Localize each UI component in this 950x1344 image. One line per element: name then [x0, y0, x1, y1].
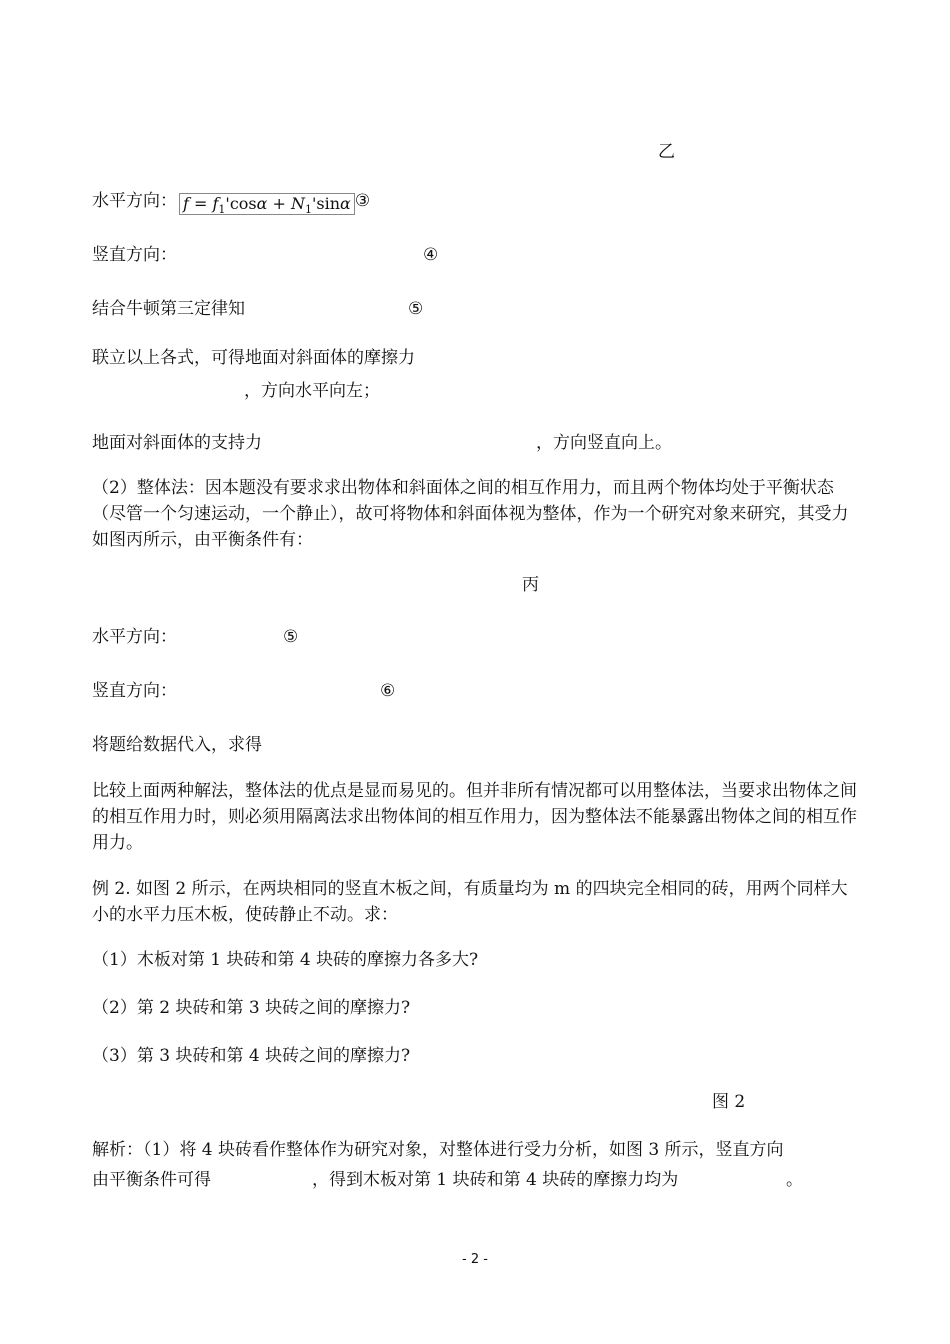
equation-number-4: ④ [423, 245, 439, 265]
horizontal-label: 水平方向： [92, 191, 177, 211]
vertical-label-2: 竖直方向： [92, 681, 177, 701]
horizontal-label-2: 水平方向： [92, 627, 177, 647]
question-1: （1）木板对第 1 块砖和第 4 块砖的摩擦力各多大? [92, 950, 479, 970]
example-2-paragraph: 例 2. 如图 2 所示，在两块相同的竖直木板之间，有质量均为 m 的四块完全相同的砖，用两个同样大小的水平力压木板，使砖静止不动。求： [92, 879, 848, 925]
page-number: - 2 - [462, 1252, 488, 1267]
question-2: （2）第 2 块砖和第 3 块砖之间的摩擦力? [92, 998, 411, 1018]
newton-third-law-label: 结合牛顿第三定律知 [92, 299, 245, 319]
figure-label-yi: 乙 [658, 142, 675, 162]
equation-number-3: ③ [354, 191, 371, 211]
analysis-line-2c: 。 [786, 1170, 803, 1190]
analysis-line-2a: 由平衡条件可得 [92, 1170, 211, 1190]
support-force-direction: ，方向竖直向上。 [536, 433, 672, 453]
analysis-line-2b: ，得到木板对第 1 块砖和第 4 块砖的摩擦力均为 [312, 1170, 679, 1190]
friction-formula: $f = f_1'\cos\alpha + N_1'\sin\alpha$ [179, 193, 355, 215]
vertical-label-1: 竖直方向： [92, 245, 177, 265]
figure-label-bing: 丙 [522, 575, 539, 595]
substitute-data-line: 将题给数据代入，求得 [92, 735, 262, 755]
friction-direction-text: ，方向水平向左； [244, 381, 380, 401]
equation-number-6: ⑥ [380, 681, 396, 701]
figure-label-2: 图 2 [712, 1092, 746, 1112]
horizontal-equation-line [92, 188, 370, 215]
whole-method-paragraph: （2）整体法：因本题没有要求求出物体和斜面体之间的相互作用力，而且两个物体均处于平衡状态（尽管一个匀速运动，一个静止），故可将物体和斜面体视为整体，作为一个研究对象来研究，其受力如图丙所示，由平衡条件有： [92, 478, 849, 550]
support-force-label: 地面对斜面体的支持力 [92, 433, 262, 453]
equation-number-5a: ⑤ [408, 299, 424, 319]
comparison-paragraph: 比较上面两种解法，整体法的优点是显而易见的。但并非所有情况都可以用整体法，当要求出物体之间的相互作用力时，则必须用隔离法求出物体间的相互作用力，因为整体法不能暴露出物体之间的相互作用力。 [92, 781, 857, 853]
analysis-line-1: 解析：（1）将 4 块砖看作整体作为研究对象，对整体进行受力分析，如图 3 所示，竖直方向 [92, 1140, 784, 1160]
combined-result-line: 联立以上各式，可得地面对斜面体的摩擦力 [92, 348, 415, 368]
question-3: （3）第 3 块砖和第 4 块砖之间的摩擦力? [92, 1046, 411, 1066]
equation-number-5b: ⑤ [283, 627, 299, 647]
